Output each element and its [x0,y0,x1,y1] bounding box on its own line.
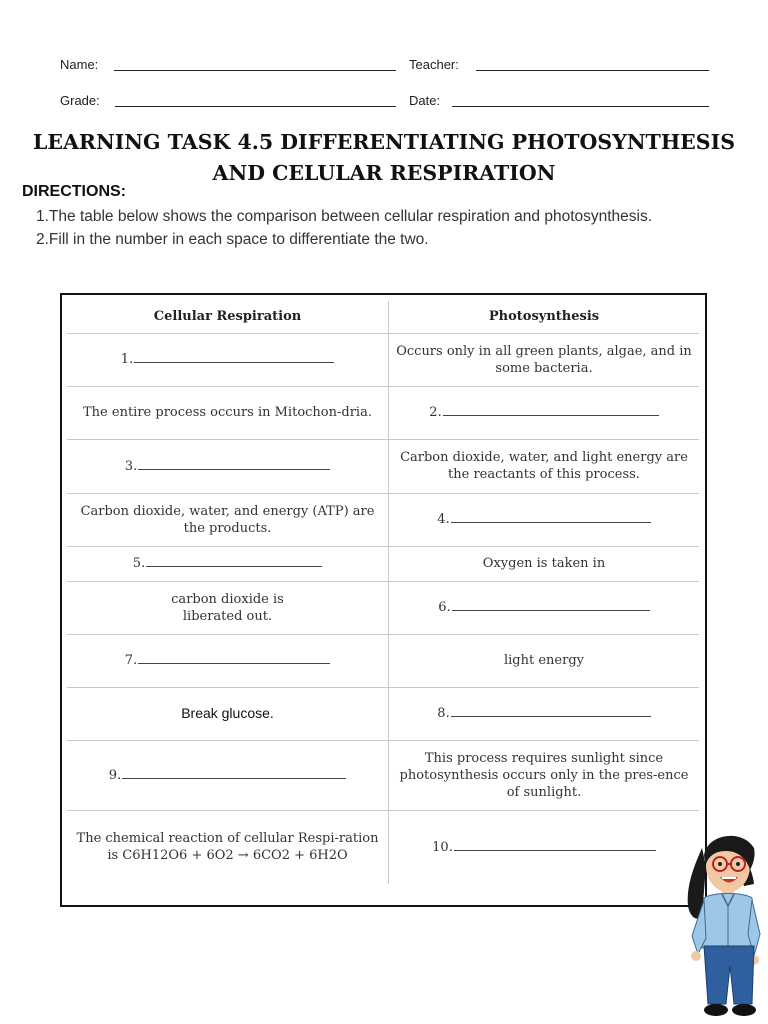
table-row [67,439,699,493]
answer-blank[interactable] [146,566,322,567]
table-row [67,386,699,439]
direction-item-2: 2.Fill in the number in each space to differentiate the two. [36,231,429,248]
table-row [67,493,699,546]
answer-blank[interactable] [451,716,651,717]
answer-blank[interactable] [454,850,656,851]
table-cell: The entire process occurs in Mitochon-dria. [67,386,389,439]
grade-label: Grade: [60,93,100,108]
table-cell: light energy [389,634,700,687]
blank-number: 2. [429,405,442,420]
table-row [67,740,699,810]
directions-heading: DIRECTIONS: [22,183,126,200]
answer-blank[interactable] [451,522,651,523]
name-line[interactable] [114,70,396,71]
blank-cell-2[interactable] [389,386,700,439]
table-cell: Oxygen is taken in [389,546,700,581]
directions-list [36,205,652,251]
page-title [0,127,768,189]
blank-cell-1[interactable] [67,333,389,386]
cell-text: carbon dioxide is liberated out. [171,591,284,624]
teacher-avatar-illustration [672,826,768,1024]
answer-blank[interactable] [443,415,659,416]
table-row [67,333,699,386]
blank-number: 6. [438,600,451,615]
table-cell [67,581,389,634]
table-cell: Break glucose. [67,687,389,740]
table-cell: This process requires sunlight since photosynthesis occurs only in the pres-ence of sunlight. [389,740,700,810]
date-line[interactable] [452,106,709,107]
table-row [67,634,699,687]
blank-number: 10. [432,839,453,855]
blank-number: 7. [124,653,138,668]
name-label: Name: [60,57,99,72]
blank-cell-4[interactable] [389,493,700,546]
answer-blank[interactable] [138,663,330,664]
blank-number: 1. [120,352,134,367]
table-cell: Occurs only in all green plants, algae, and in some bacteria. [389,333,700,386]
comparison-table [67,301,699,884]
blank-cell-6[interactable] [389,581,700,634]
grade-line[interactable] [115,106,396,107]
header-photosynthesis: Photosynthesis [389,301,700,333]
table-header-row [67,301,699,333]
answer-blank[interactable] [138,469,330,470]
answer-blank[interactable] [134,362,334,363]
header-cellular-respiration: Cellular Respiration [67,301,389,333]
teacher-line[interactable] [476,70,709,71]
date-label: Date: [409,93,441,108]
table-cell: Carbon dioxide, water, and light energy are the reactants of this process. [389,439,700,493]
table-cell: The chemical reaction of cellular Respi-ration is C6H12O6 + 6O2 → 6CO2 + 6H2O [67,810,389,884]
answer-blank[interactable] [122,778,346,779]
blank-cell-3[interactable] [67,439,389,493]
title-line-1: LEARNING TASK 4.5 DIFFERENTIATING PHOTOSYNTHESIS [32,130,736,154]
table-row [67,810,699,884]
blank-number: 8. [437,706,450,721]
answer-blank[interactable] [452,610,650,611]
direction-item-1: 1.The table below shows the comparison between cellular respiration and photosynthesis. [36,208,653,225]
blank-number: 9. [108,767,122,783]
table-row [67,546,699,581]
blank-number: 3. [124,458,138,474]
blank-cell-5[interactable] [67,546,389,581]
blank-cell-8[interactable] [389,687,700,740]
table-row [67,687,699,740]
title-line-2: AND CELULAR RESPIRATION [212,161,556,185]
blank-cell-10[interactable] [389,810,700,884]
teacher-label: Teacher: [409,57,459,72]
table-row [67,581,699,634]
blank-cell-7[interactable] [67,634,389,687]
blank-number: 4. [437,512,450,527]
blank-cell-9[interactable] [67,740,389,810]
blank-number: 5. [132,556,146,571]
table-cell: Carbon dioxide, water, and energy (ATP) are the products. [67,493,389,546]
